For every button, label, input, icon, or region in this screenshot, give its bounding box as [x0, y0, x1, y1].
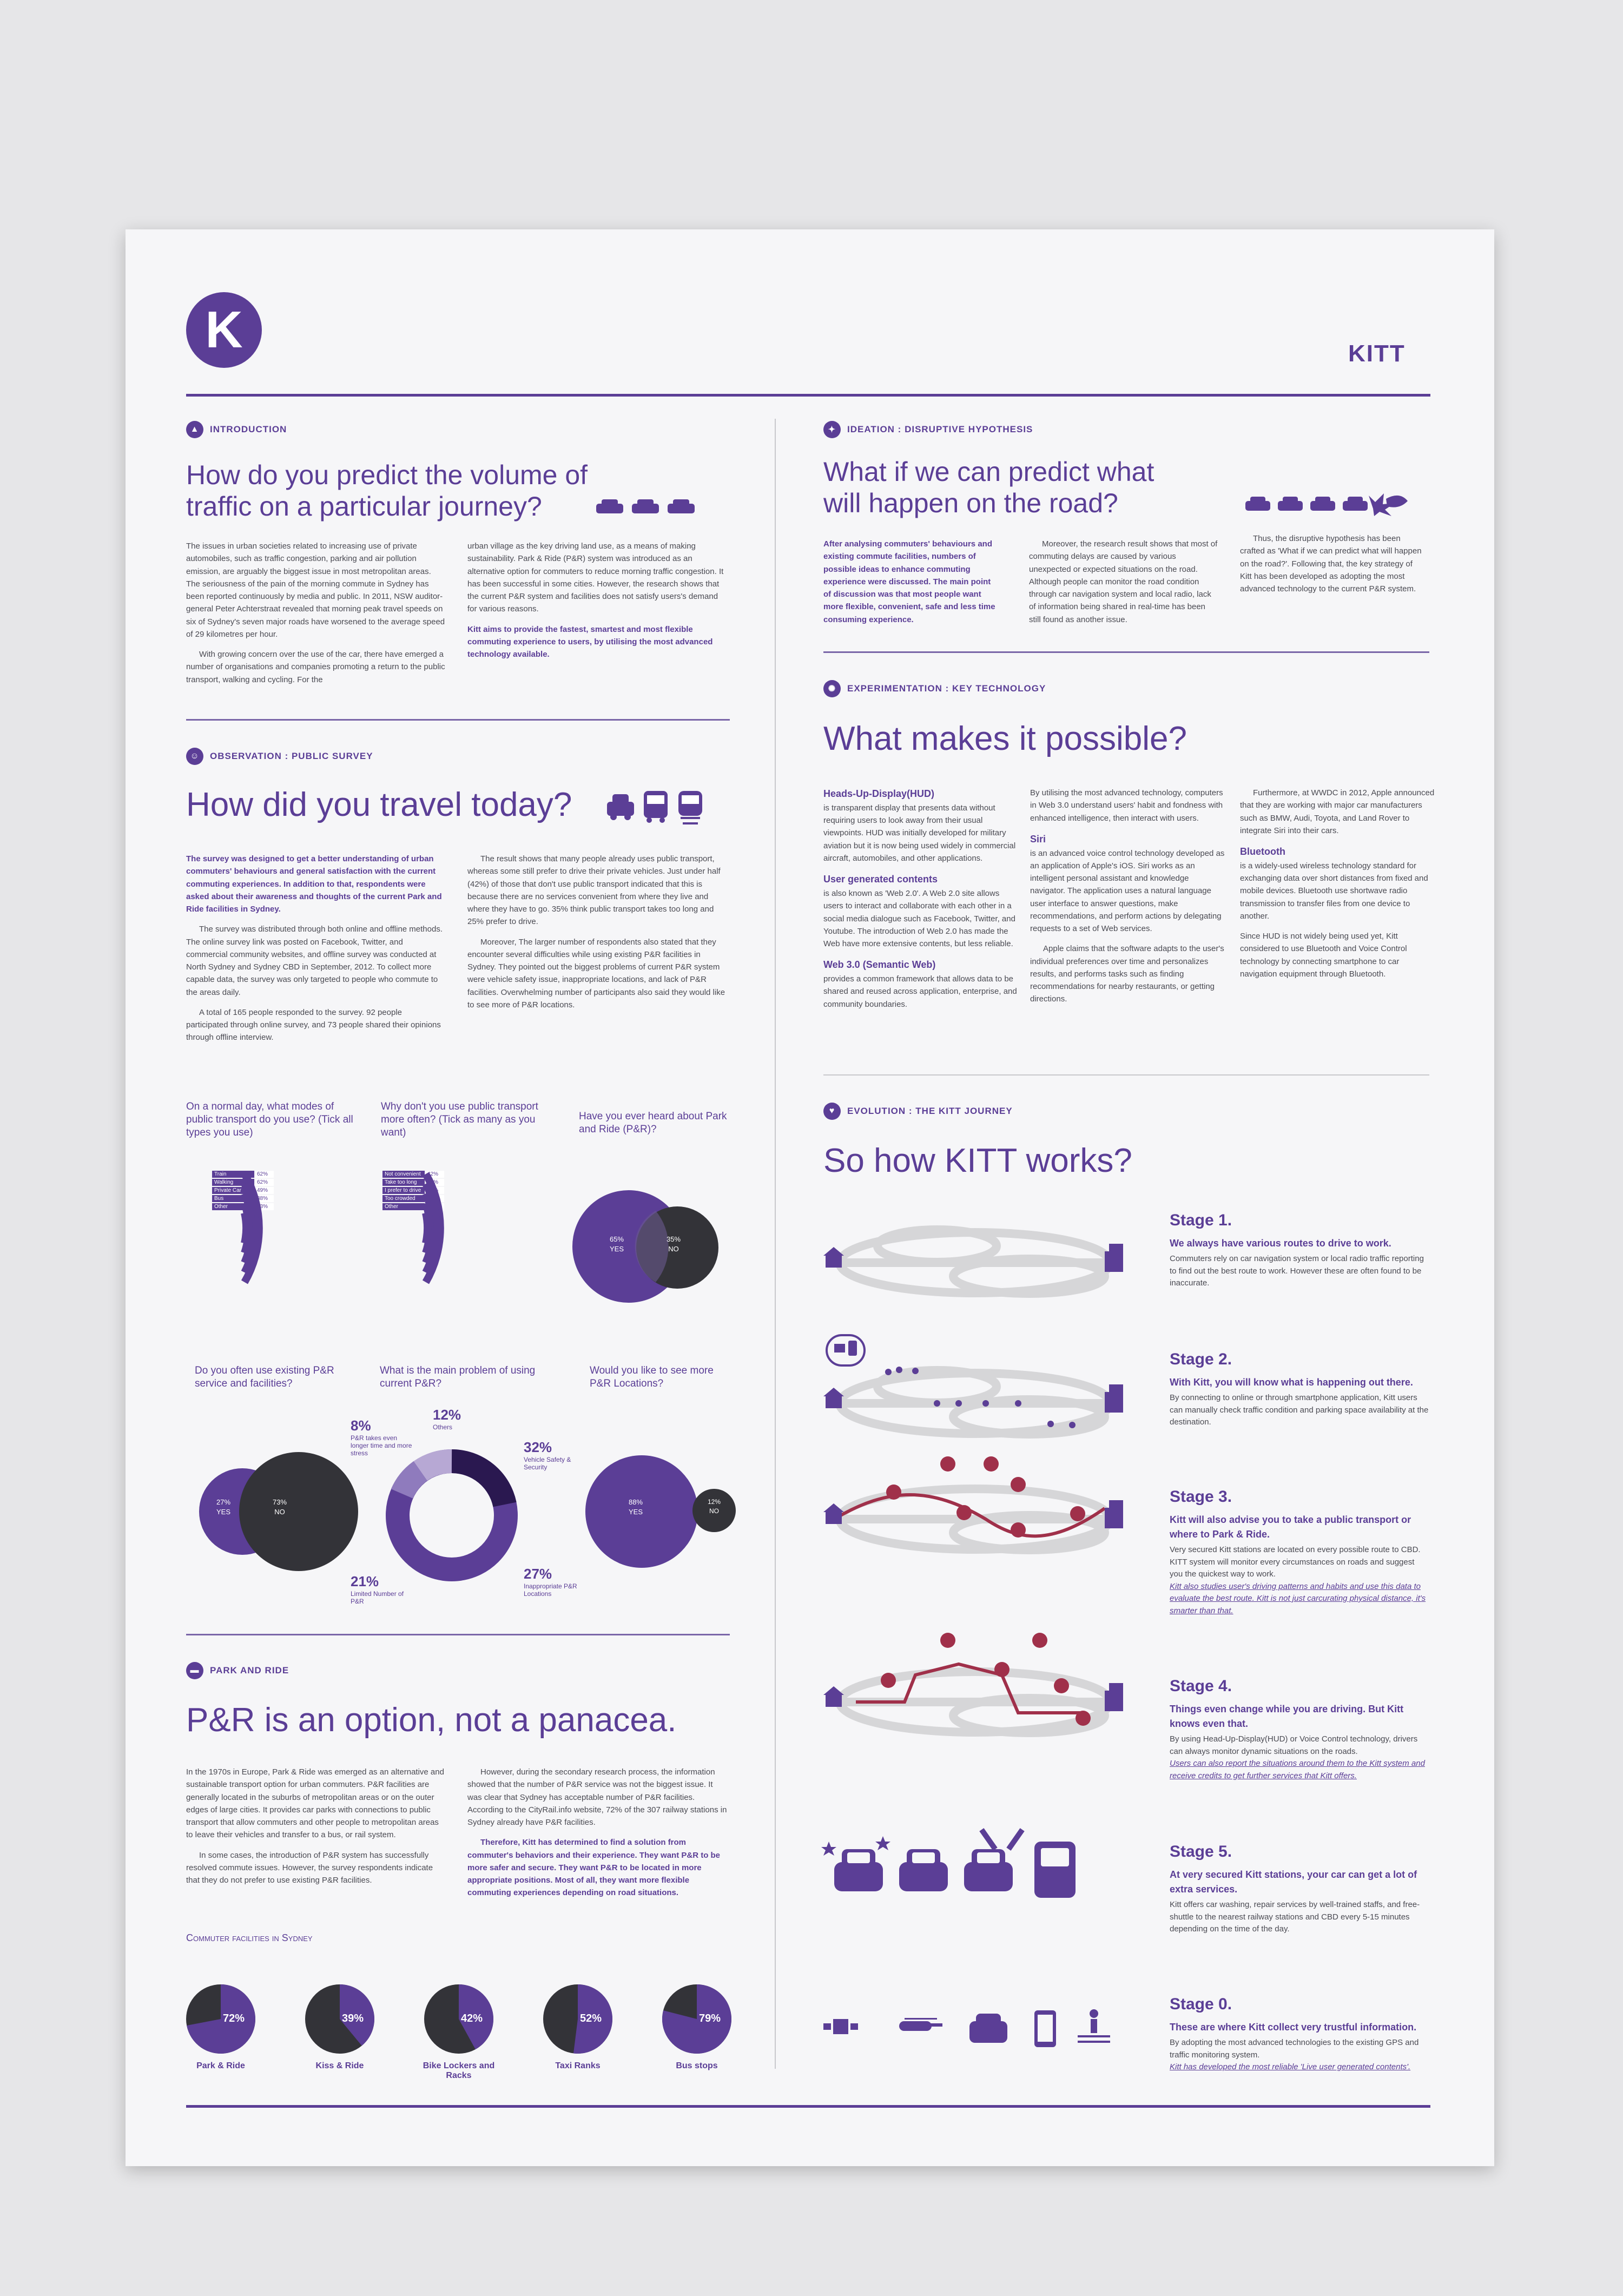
stage2-diagram [823, 1333, 1126, 1452]
pnr-col2 [467, 1766, 727, 1907]
q5-label-32 [524, 1439, 583, 1471]
survey-rule [186, 1634, 730, 1635]
bt-heading: Bluetooth [1240, 846, 1285, 857]
obs-col1-p1: The survey was designed to get a better understanding of urban commuters' behaviours and general satisfaction with the current commuting experiences. In addition to that, respondents were asked about their awareness and thoughts of the current Park and Ride facilities in Sydney. [186, 854, 442, 914]
q1-label: Other [212, 1203, 254, 1210]
facility-pie-label: Kiss & Ride [315, 2061, 364, 2070]
poster [126, 229, 1494, 2166]
facility-pie-label: Bike Lockers and Racks [423, 2061, 495, 2080]
obs-col1-p2: The survey was distributed through both online and offline methods. The online survey link was posted on Facebook, Twitter, and commercial community websites, and offline survey was conducted at North Sydney and Sydney CBD in September, 2012. To collect more capable data, the survey was only targeted to people who commute to the areas daily. [186, 925, 443, 997]
stage-heading: Stage 4. [1170, 1677, 1232, 1695]
stage3-diagram [823, 1454, 1126, 1579]
facility-pie-label: Bus stops [676, 2061, 718, 2070]
q6-no-label: NO [709, 1507, 720, 1515]
q6-yes [629, 1497, 643, 1517]
q3-no [667, 1235, 681, 1254]
obs-col1 [186, 853, 446, 1052]
logo-letter: K [205, 301, 243, 359]
exp-title: What makes it possible? [823, 720, 1187, 757]
siri-heading: Siri [1030, 833, 1046, 844]
stage-heading: Stage 2. [1170, 1350, 1232, 1368]
q6-yes-pct: 88% [629, 1498, 643, 1506]
kitt-logo [186, 292, 262, 368]
q5-21-pct: 21% [351, 1573, 379, 1589]
pnr-col2-p1: However, during the secondary research process, the information showed that the number of P&R service was not the biggest issue. It was clear that Sydney has acceptable number of P&R facilities. According to the CityRail.info website, 72% of the 307 railway stations in Sydney already have P&R facilities. [467, 1767, 727, 1827]
q4-no-pct: 73% [273, 1498, 287, 1506]
facility-pie-value: 72% [223, 2013, 245, 2024]
facility-pie [424, 1984, 493, 2054]
exp-c3-p2: Since HUD is not widely being used yet, Kitt considered to use Bluetooth and Voice Control technology by connecting smartphone to car navigation equipment through Bluetooth. [1240, 932, 1407, 979]
q5-8-pct: 8% [351, 1417, 371, 1434]
pnr-col2-p2: Therefore, Kitt has determined to find a solution from commuter's behaviors and their experience. They want P&R to be more safer and secure. They want P&R to be located in more appropriate positions. Most of all, they want more flexible commuting experiences depending on road situations. [467, 1838, 721, 1898]
stage-text: Kitt offers car washing, repair services by well-trained staffs, and free-shuttle to the nearest railway stations and CBD every 5-15 minutes depending on the time of the day. [1170, 1900, 1420, 1934]
stage-body [1170, 1513, 1429, 1617]
pnr-label-text: PARK AND RIDE [210, 1665, 289, 1675]
evo-label [823, 1103, 1013, 1120]
stage-lead: We always have various routes to drive to work. [1170, 1238, 1391, 1249]
q5-8-text: P&R takes even longer time and more stress [351, 1434, 412, 1457]
q2-value: 7% [426, 1203, 444, 1210]
stage-text: Commuters rely on car navigation system or local radio traffic reporting to find out the best route to work. However these are often found to be inaccurate. [1170, 1254, 1424, 1288]
q3-yes-pct: 65% [610, 1235, 624, 1243]
pnr-label [186, 1662, 289, 1679]
stage-heading: Stage 3. [1170, 1488, 1232, 1506]
intro-col1 [186, 540, 446, 694]
column-divider [775, 419, 776, 2069]
gear-icon: ✺ [823, 680, 841, 697]
ugc-text: is also known as 'Web 2.0'. A Web 2.0 site allows users to interact and collaborate with each other in a social media dialogue such as Facebook, Twitter, and Youtube. The introduction of Web 2.0 has made the Web have more extensive contents, but less reliable. [823, 889, 1015, 949]
facility-pie-value: 42% [461, 2013, 483, 2024]
intro-col2-p2-wrap [467, 623, 727, 661]
pnr-col1-p2: In some cases, the introduction of P&R system has successfully resolved commute issues. However, the survey respondents indicate that they do not prefer to use existing P&R facilities. [186, 1850, 433, 1885]
intro-col1-p1: The issues in urban societies related to increasing use of private automobiles, such as traffic congestion, parking and air pollution emission, are arguably the biggest issue in most metropolitan areas. The seriousness of the pain of the morning commute in Sydney has been reported continuously by media and public. In 2011, NSW auditor-general Peter Achterstraat revealed that morning peak travel speeds on six of Sydney's seven major roads have worsened to the average speed of 29 kilometres per hour. [186, 542, 445, 639]
q6-yes-label: YES [629, 1508, 643, 1516]
q5-21-text: Limited Number of P&R [351, 1590, 404, 1605]
header-rule [186, 394, 1430, 397]
q5-donut [384, 1448, 519, 1583]
facility-pie [186, 1984, 255, 2054]
q1-label: Walking [212, 1179, 254, 1186]
q6-no [708, 1497, 721, 1516]
lightbulb-icon: ✦ [823, 421, 841, 438]
survey-q2: Why don't you use public transport more often? (Tick as many as you want) [381, 1101, 538, 1138]
pnr-col1-p1: In the 1970s in Europe, Park & Ride was emerged as an alternative and sustainable transport option for urban commuters. P&R facilities are generally located in the suburbs of metropolitan areas or on the outer edges of large cities. It provides car parks with connections to public transport that allow commuters and other people to metropolitan areas to leave their vehicles and transfer to a bus, or rail system. [186, 1767, 444, 1840]
q1-label: Bus [212, 1195, 254, 1202]
people-icon: ☺ [186, 748, 203, 765]
ugc-heading: User generated contents [823, 874, 938, 885]
hud-heading: Heads-Up-Display(HUD) [823, 788, 935, 799]
exp-col3 [1240, 787, 1435, 988]
bt-text: is a widely-used wireless technology standard for exchanging data over short distances from fixed and mobile devices. Bluetooth use shortwave radio transmission to transfer files from one device to another. [1240, 861, 1428, 921]
heart-icon: ♥ [823, 1103, 841, 1120]
q3-venn [564, 1187, 737, 1317]
intro-col2-p2: Kitt aims to provide the fastest, smartest and most flexible commuting experience to users, by utilising the most advanced technology available. [467, 624, 713, 659]
exp-label-text: EXPERIMENTATION : KEY TECHNOLOGY [847, 683, 1046, 694]
ideation-col3-text: Thus, the disruptive hypothesis has been crafted as 'What if we can predict what will happen on the road?'. Following that, the key strategy of Kitt has been developed as adopting the most advanced technology to the current P&R system. [1240, 534, 1422, 593]
pnr-col2-p2-wrap [467, 1836, 727, 1899]
pnr-title: P&R is an option, not a panacea. [186, 1701, 677, 1739]
stage-text: Very secured Kitt stations are located on every possible route to CBD. KITT system will monitor every circumstances on roads and suggest you the quickest way to work. [1170, 1545, 1421, 1579]
intro-col2 [467, 540, 727, 668]
facility-pie-value: 79% [699, 2013, 721, 2024]
stage-lead: Things even change while you are driving. But Kitt knows even that. [1170, 1704, 1404, 1729]
siri-text: is an advanced voice control technology developed as an application of Apple's iOS. Siri works as an intelligent personal assistant and knowledge navigator. The application uses a natural language user interface to answer questions, make recommendations, and perform actions by delegating requests to a set of Web services. [1030, 848, 1225, 934]
stage-heading: Stage 1. [1170, 1211, 1232, 1229]
exp-rule [823, 1074, 1429, 1076]
q1-value: 62% [255, 1179, 274, 1186]
q2-value: 36% [426, 1179, 444, 1186]
intro-label-text: INTRODUCTION [210, 424, 287, 434]
stage4-diagram [823, 1632, 1126, 1756]
survey-q3: Have you ever heard about Park and Ride (P&R)? [579, 1111, 727, 1135]
stage-link[interactable]: Kitt has developed the most reliable 'Live user generated contents'. [1170, 2062, 1411, 2071]
survey-q4: Do you often use existing P&R service and facilities? [195, 1365, 334, 1389]
ideation-rule [823, 651, 1429, 653]
q5-label-8 [351, 1417, 415, 1457]
hud-text: is transparent display that presents data without requiring users to look away from their usual viewpoints. HUD was initially developed for military aviation but it is now being used widely in commercial aircraft, automobiles, and other applications. [823, 803, 1016, 863]
ideation-label-text: IDEATION : DISRUPTIVE HYPOTHESIS [847, 424, 1033, 434]
q3-no-label: NO [668, 1245, 679, 1253]
q2-value: 42% [426, 1171, 444, 1178]
web3-text: provides a common framework that allows data to be shared and reused across application, enterprise, and community boundaries. [823, 974, 1017, 1009]
ideation-col1-text: After analysing commuters' behaviours and existing commute facilities, numbers of possible ideas to enhance commuting experience were discussed. The main point of discussion was that most people want more flexible, convenient, safe and less time consuming experience. [823, 539, 995, 624]
obs-col1-p3: A total of 165 people responded to the survey. 92 people participated through online survey, and 73 people shared their opinions through offline interview. [186, 1007, 441, 1043]
q6-no-pct: 12% [708, 1498, 721, 1506]
evo-title: So how KITT works? [823, 1142, 1132, 1179]
q4-no-label: NO [274, 1508, 285, 1516]
ideation-label [823, 421, 1033, 438]
stage-body [1170, 1702, 1429, 1782]
q6-venn [581, 1450, 754, 1580]
pnr-col1 [186, 1766, 446, 1894]
q3-yes-label: YES [610, 1245, 624, 1253]
obs-col2 [467, 853, 727, 1019]
q2-value: 25% [426, 1187, 444, 1194]
q1-label: Train [212, 1171, 254, 1178]
ideation-col2-text: Moreover, the research result shows that most of commuting delays are caused by various unexpected or expected situations on the road. Although people can monitor the road condition through car navigation system and local radio, lack of information being shared in real-time has been still found as another issue. [1029, 539, 1218, 624]
stage-heading: Stage 5. [1170, 1843, 1232, 1860]
q1-value: 13% [255, 1203, 274, 1210]
stage-body [1170, 2020, 1429, 2074]
facility-pie-label: Taxi Ranks [555, 2061, 601, 2070]
stage-heading: Stage 0. [1170, 1995, 1232, 2013]
obs-col1-p1-wrap [186, 853, 446, 915]
obs-col2-p1: The result shows that many people already uses public transport, whereas some still prefer to drive their private vehicles. Just under half (42%) of those that don't use public transport indicated that this is because there are no services convenient from where they live and where they have to go. 35% think public transport takes too long and 25% prefer to drive. [467, 854, 721, 927]
q2-label: I prefer to drive [382, 1187, 425, 1194]
obs-col2-p2: Moreover, The larger number of respondents also stated that they encounter several difficulties while using existing P&R facilities in Sydney. They pointed out the biggest problems of current P&R system were vehicle safety issue, inappropriate locations, and lack of P&R facilities. Overwhelming number of participants also said they would like to see more of P&R locations. [467, 937, 725, 1010]
q5-27-pct: 27% [524, 1566, 552, 1582]
ideation-col1-wrap [823, 538, 997, 626]
stage-body [1170, 1868, 1429, 1936]
footer-rule [186, 2105, 1430, 2108]
web3-heading: Web 3.0 (Semantic Web) [823, 959, 936, 971]
q5-27-text: Inappropriate P&R Locations [524, 1582, 577, 1598]
stage-lead: At very secured Kitt stations, your car can get a lot of extra services. [1170, 1869, 1417, 1895]
ideation-col1 [823, 538, 997, 634]
cars-row-icon [596, 497, 704, 517]
q4-yes-label: YES [216, 1508, 231, 1516]
stage-body [1170, 1236, 1429, 1290]
facility-pie-label: Park & Ride [196, 2061, 245, 2070]
intro-col1-p2: With growing concern over the use of the car, there have emerged a number of organisations and companies promoting a return to the public transport, walking and cycling. For the [186, 650, 445, 684]
q1-arc-chart [212, 1171, 353, 1311]
stage-text: By using Head-Up-Display(HUD) or Voice Control technology, drivers can always monitor dynamic situations on the roads. [1170, 1734, 1418, 1756]
stage5-diagram [823, 1831, 1126, 1912]
q2-label: Take too long [382, 1179, 425, 1186]
stage1-diagram [823, 1211, 1126, 1314]
car-crash-icon [1245, 491, 1413, 516]
facility-pie [305, 1984, 374, 2054]
q2-label: Not convenient [382, 1171, 425, 1178]
facility-pie [543, 1984, 612, 2054]
intro-rule [186, 719, 730, 721]
ideation-col3 [1240, 532, 1424, 603]
ideation-col2 [1029, 538, 1218, 634]
stage0-diagram [823, 1997, 1126, 2057]
survey-q6: Would you like to see more P&R Locations? [590, 1365, 714, 1389]
stage-link[interactable]: Users can also report the situations around them to the Kitt system and receive credits to get further services that Kitt offers. [1170, 1759, 1425, 1780]
q2-arc-chart [382, 1171, 523, 1311]
intro-label [186, 421, 287, 438]
survey-q5: What is the main problem of using current P&R? [380, 1365, 536, 1389]
q5-label-27 [524, 1566, 583, 1598]
q4-yes-pct: 27% [216, 1498, 231, 1506]
stage-lead: Kitt will also advise you to take a public transport or where to Park & Ride. [1170, 1514, 1411, 1540]
q5-label-12 [433, 1407, 461, 1431]
q5-12-text: Others [433, 1423, 453, 1431]
obs-label-text: OBSERVATION : PUBLIC SURVEY [210, 751, 373, 761]
transport-icons [607, 788, 710, 826]
warning-icon: ▲ [186, 421, 203, 438]
stage-lead: With Kitt, you will know what is happening out there. [1170, 1377, 1413, 1388]
q5-12-pct: 12% [433, 1407, 461, 1423]
obs-label [186, 748, 373, 765]
facility-pie-value: 52% [580, 2013, 602, 2024]
kitt-wordmark: KITT [1348, 340, 1406, 367]
survey-q1: On a normal day, what modes of public transport do you use? (Tick all types you use) [186, 1101, 353, 1138]
exp-c3-p1: Furthermore, at WWDC in 2012, Apple announced that they are working with major car manufacturers such as BMW, Audi, Toyota, and Land Rover to integrate Siri into their cars. [1240, 788, 1435, 835]
q4-yes [216, 1497, 230, 1517]
q4-no [273, 1497, 287, 1517]
evo-label-text: EVOLUTION : THE KITT JOURNEY [847, 1106, 1013, 1116]
q1-value: 38% [255, 1195, 274, 1202]
stage-lead: These are where Kitt collect very trustful information. [1170, 2022, 1417, 2033]
stage-text: By connecting to online or through smartphone application, Kitt users can manually check traffic condition and parking space availability at the destination. [1170, 1393, 1429, 1427]
q5-label-21 [351, 1573, 410, 1605]
q2-label: Other [382, 1203, 425, 1210]
q5-32-pct: 32% [524, 1439, 552, 1455]
facilities-title: Commuter facilities in Sydney [186, 1932, 313, 1943]
exp-col2 [1030, 787, 1225, 1013]
obs-title: How did you travel today? [186, 786, 572, 823]
q1-value: 62% [255, 1171, 274, 1178]
ideation-title: What if we can predict what will happen on the road? [823, 457, 1154, 518]
facility-pie [662, 1984, 731, 2054]
exp-c2-p2: Apple claims that the software adapts to the user's individual preferences over time and personalizes results, and performs tasks such as finding recommendations for nearby restaurants, or getting directions. [1030, 944, 1224, 1004]
q2-label: Too crowded [382, 1195, 425, 1202]
q1-value: 49% [255, 1187, 274, 1194]
intro-col2-p1: urban village as the key driving land use, as a means of making sustainability. Park & Ride (P&R) system was introduced as an alternative option for commuters to reduce morning traffic congestion. It has been successful in some cities. However, the research shows that the current P&R system and facilities does not satisfy users's demand for various reasons. [467, 542, 724, 614]
stage-link[interactable]: Kitt also studies user's driving patterns and habits and use this data to evaluate the best route. Kitt is not just carcurating physical distance, it's smarter than that. [1170, 1581, 1426, 1615]
stage-text: By adopting the most advanced technologies to the existing GPS and traffic monitoring system. [1170, 2038, 1419, 2060]
intro-title: How do you predict the volume of traffic on a particular journey? [186, 460, 588, 522]
q5-32-text: Vehicle Safety & Security [524, 1456, 571, 1471]
q2-value: 10% [426, 1195, 444, 1202]
q1-label: Private Car [212, 1187, 254, 1194]
stage-body [1170, 1375, 1429, 1429]
facility-pie-value: 39% [342, 2013, 364, 2024]
exp-label [823, 680, 1046, 697]
q3-yes [610, 1235, 624, 1254]
car-icon: ▬ [186, 1662, 203, 1679]
exp-col1 [823, 787, 1018, 1018]
q3-no-pct: 35% [667, 1235, 681, 1243]
exp-c2-p1: By utilising the most advanced technology, computers in Web 3.0 understand users' habit and fondness with enhanced intelligence, then interact with users. [1030, 788, 1223, 823]
